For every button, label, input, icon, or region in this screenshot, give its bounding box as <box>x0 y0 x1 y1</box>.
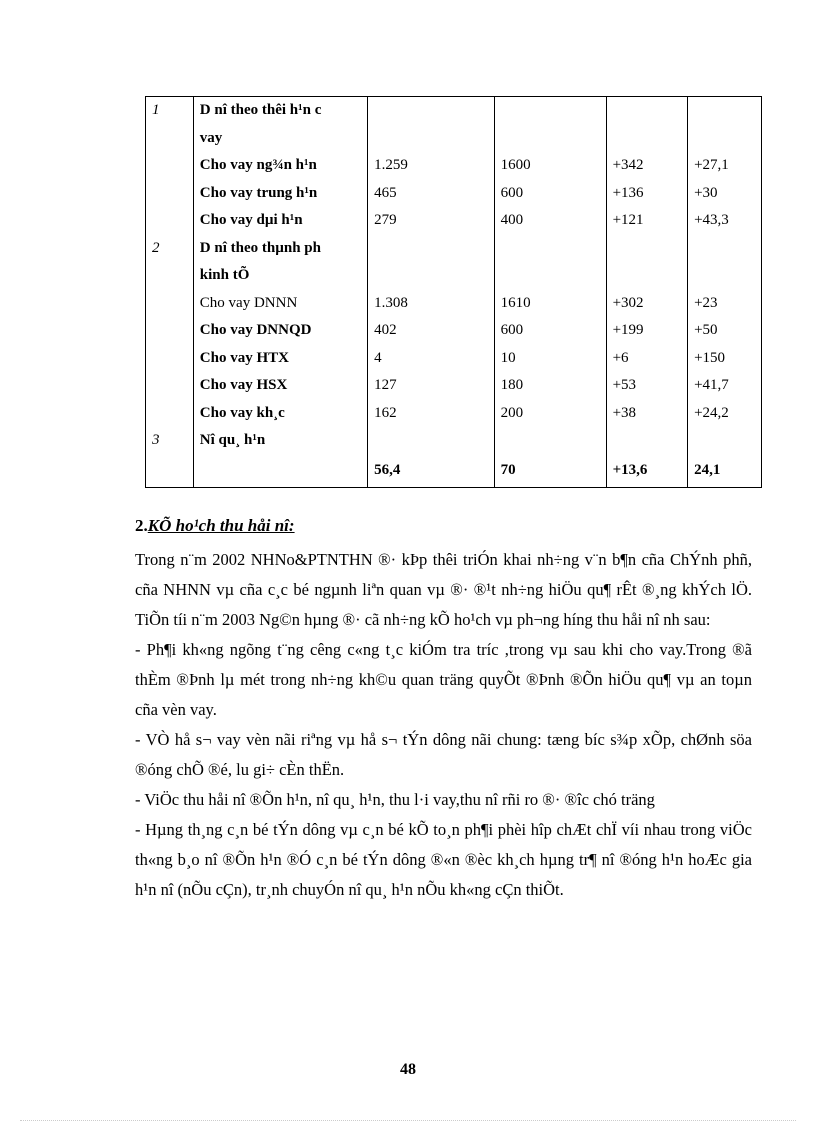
value-percent <box>688 427 762 455</box>
value-percent <box>688 262 762 290</box>
value-change <box>606 97 688 125</box>
value-2002: 1.308 <box>368 290 495 318</box>
value-change: +342 <box>606 152 688 180</box>
table-row <box>146 235 762 263</box>
row-number <box>146 455 194 488</box>
value-change <box>606 125 688 153</box>
value-change: +121 <box>606 207 688 235</box>
value-change: +6 <box>606 345 688 373</box>
value-percent: +50 <box>688 317 762 345</box>
value-percent <box>688 235 762 263</box>
page-number: 48 <box>400 1061 416 1078</box>
value-2002: 402 <box>368 317 495 345</box>
row-number <box>146 345 194 373</box>
row-number <box>146 125 194 153</box>
value-change: +136 <box>606 180 688 208</box>
row-label: Cho vay HSX <box>193 372 367 400</box>
value-2002: 127 <box>368 372 495 400</box>
value-2003 <box>494 235 606 263</box>
value-2003 <box>494 262 606 290</box>
row-number <box>146 372 194 400</box>
row-label: Cho vay dµi h¹n <box>193 207 367 235</box>
value-change: +38 <box>606 400 688 428</box>
table-row <box>146 207 762 235</box>
value-2002: 465 <box>368 180 495 208</box>
section-number: 2. <box>135 516 148 535</box>
table-row <box>146 345 762 373</box>
value-percent: 24,1 <box>688 455 762 488</box>
row-number <box>146 400 194 428</box>
row-label: Cho vay trung h¹n <box>193 180 367 208</box>
value-change: +53 <box>606 372 688 400</box>
value-change: +302 <box>606 290 688 318</box>
row-number <box>146 207 194 235</box>
row-label <box>193 455 367 488</box>
value-change <box>606 235 688 263</box>
table-row <box>146 97 762 125</box>
value-change <box>606 427 688 455</box>
value-2002 <box>368 235 495 263</box>
value-2002 <box>368 97 495 125</box>
value-percent: +27,1 <box>688 152 762 180</box>
value-2003 <box>494 427 606 455</box>
row-number <box>146 317 194 345</box>
table-row <box>146 317 762 345</box>
body-text <box>135 545 752 905</box>
value-2002: 56,4 <box>368 455 495 488</box>
paragraph: - ViÖc thu håi nî ®Õn h¹n, nî qu¸ h¹n, thu l·i vay,thu nî rñi ro ®· ®îc chó träng <box>135 790 655 809</box>
row-number <box>146 180 194 208</box>
paragraph: Trong n¨m 2002 NHNo&PTNTHN ®· kÞp thêi triÓn khai nh÷ng v¨n b¶n cña ChÝnh phñ, cña NHNN vµ cña c¸c bé ngµnh liªn quan vµ ®· ®¹t nh÷ng hiÖu qu¶ rÊt ®¸ng khÝch lÖ. TiÕn tíi n¨m 2003 Ng©n hµng ®· cã nh÷ng kÕ ho¹ch vµ ph¬ng híng thu håi nî nh sau: <box>135 550 752 629</box>
table-row <box>146 152 762 180</box>
row-label: Cho vay kh¸c <box>193 400 367 428</box>
value-2003: 200 <box>494 400 606 428</box>
value-2002: 279 <box>368 207 495 235</box>
value-2003: 600 <box>494 180 606 208</box>
value-2002: 4 <box>368 345 495 373</box>
credit-table-body <box>146 97 762 488</box>
value-2002 <box>368 125 495 153</box>
value-2003: 180 <box>494 372 606 400</box>
value-2003: 400 <box>494 207 606 235</box>
value-change: +199 <box>606 317 688 345</box>
footer-divider <box>20 1120 796 1121</box>
row-number <box>146 152 194 180</box>
value-2002 <box>368 427 495 455</box>
value-2003 <box>494 97 606 125</box>
row-label: Cho vay ng¾n h¹n <box>193 152 367 180</box>
table-row <box>146 290 762 318</box>
row-label: vay <box>193 125 367 153</box>
value-percent: +150 <box>688 345 762 373</box>
total-row <box>146 455 762 488</box>
value-2003: 10 <box>494 345 606 373</box>
row-label: D nî theo thêi h¹n c <box>193 97 367 125</box>
table-row <box>146 180 762 208</box>
section-heading <box>135 516 295 536</box>
value-percent <box>688 97 762 125</box>
value-2002: 1.259 <box>368 152 495 180</box>
value-change <box>606 262 688 290</box>
paragraph: - VÒ hå s¬ vay vèn nãi riªng vµ hå s¬ tÝn dông nãi chung: tæng bíc s¾p xÕp, chØnh söa ®óng chÕ ®é, lu gi÷ cÈn thËn. <box>135 730 752 779</box>
row-label: Nî qu¸ h¹n <box>193 427 367 455</box>
row-number <box>146 262 194 290</box>
row-label: D nî theo thµnh ph <box>193 235 367 263</box>
credit-table <box>145 96 762 488</box>
row-number: 2 <box>146 235 194 263</box>
table-row <box>146 400 762 428</box>
value-2002: 162 <box>368 400 495 428</box>
table-row <box>146 262 762 290</box>
value-2003: 1610 <box>494 290 606 318</box>
row-label: Cho vay DNNQD <box>193 317 367 345</box>
paragraph: - Ph¶i kh«ng ngõng t¨ng cêng c«ng t¸c kiÓm tra tríc ,trong vµ sau khi cho vay.Trong ®ã thÈm ®Þnh lµ mét trong nh÷ng kh©u quan träng quyÕt ®Þnh ®Õn hiÖu qu¶ vµ an toµn cña vèn vay. <box>135 640 752 719</box>
value-2003: 70 <box>494 455 606 488</box>
value-percent: +23 <box>688 290 762 318</box>
paragraph: - Hµng th¸ng c¸n bé tÝn dông vµ c¸n bé kÕ to¸n ph¶i phèi hîp chÆt chÏ víi nhau trong viÖc th«ng b¸o nî ®Õn h¹n ®Ó c¸n bé tÝn dông ®«n ®èc kh¸ch hµng tr¶ nî ®óng h¹n hoÆc gia h¹n nî (nÕu cÇn), tr¸nh chuyÓn nî qu¸ h¹n nÕu kh«ng cÇn thiÕt. <box>135 820 752 899</box>
value-percent: +24,2 <box>688 400 762 428</box>
row-label: Cho vay HTX <box>193 345 367 373</box>
row-number <box>146 290 194 318</box>
value-percent: +43,3 <box>688 207 762 235</box>
row-label: Cho vay DNNN <box>193 290 367 318</box>
value-2002 <box>368 262 495 290</box>
table-row <box>146 427 762 455</box>
value-2003: 600 <box>494 317 606 345</box>
row-label: kinh tÕ <box>193 262 367 290</box>
table-row <box>146 372 762 400</box>
value-percent: +30 <box>688 180 762 208</box>
value-change: +13,6 <box>606 455 688 488</box>
section-title: KÕ ho¹ch thu håi nî: <box>147 516 295 535</box>
value-percent: +41,7 <box>688 372 762 400</box>
row-number: 3 <box>146 427 194 455</box>
value-percent <box>688 125 762 153</box>
value-2003: 1600 <box>494 152 606 180</box>
value-2003 <box>494 125 606 153</box>
table-row <box>146 125 762 153</box>
row-number: 1 <box>146 97 194 125</box>
